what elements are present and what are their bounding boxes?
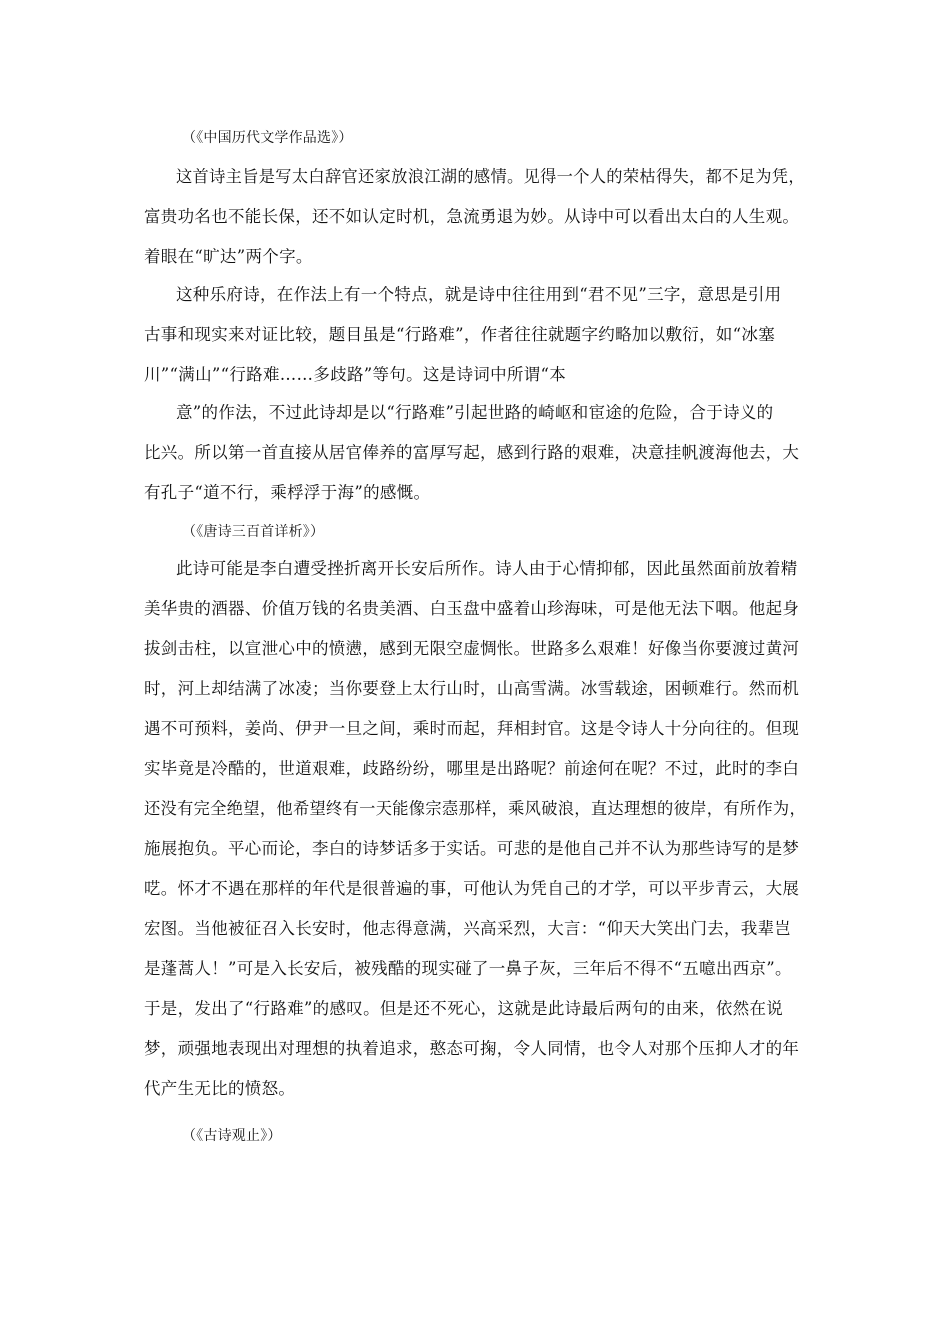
paragraph-line: 古事和现实来对证比较，题目虽是“行路难”，作者往往就题字约略加以敷衍，如“冰塞 [144,325,776,344]
paragraph-line: 宏图。当他被征召入长安时，他志得意满，兴高采烈，大言：“仰天大笑出门去，我辈岂 [144,919,792,938]
paragraph-line: 还没有完全绝望，他希望终有一天能像宗悫那样，乘风破浪，直达理想的彼岸，有所作为， [144,799,806,818]
paragraph-line: 呓。怀才不遇在那样的年代是很普遍的事，可他认为凭自己的才学，可以平步青云，大展 [144,879,800,898]
paragraph-line: 比兴。所以第一首直接从居官俸养的富厚写起，感到行路的艰难，决意挂帆渡海他去，大 [144,443,800,462]
paragraph-line: 有孔子“道不行，乘桴浮于海”的感慨。 [144,483,431,502]
paragraph-line: 于是，发出了“行路难”的感叹。但是还不死心，这就是此诗最后两句的由来，依然在说 [144,999,784,1018]
paragraph-line: 意”的作法，不过此诗却是以“行路难”引起世路的崎岖和宦途的危险，合于诗义的 [176,403,774,422]
paragraph-line: 遇不可预料，姜尚、伊尹一旦之间，乘时而起，拜相封官。这是令诗人十分向往的。但现 [144,719,800,738]
paragraph-line: 川”“满山”“行路难……多歧路”等句。这是诗词中所谓“本 [144,365,567,384]
paragraph-line: 施展抱负。平心而论，李白的诗梦话多于实话。可悲的是他自己并不认为那些诗写的是梦 [144,839,800,858]
paragraph-line: 时，河上却结满了冰凌；当你要登上太行山时，山高雪满。冰雪载途，困顿难行。然而机 [144,679,800,698]
paragraph-line: 着眼在“旷达”两个字。 [144,247,313,266]
paragraph-line: 这种乐府诗，在作法上有一个特点，就是诗中往往用到“君不见”三字，意思是引用 [176,285,782,304]
source-citation: （《中国历代文学作品选》） [182,130,353,146]
paragraph-line: 美华贵的酒器、价值万钱的名贵美酒、白玉盘中盛着山珍海味，可是他无法下咽。他起身 [144,599,800,618]
paragraph-line: 拔剑击柱，以宣泄心中的愤懑，感到无限空虚惆怅。世路多么艰难！好像当你要渡过黄河 [144,639,800,658]
paragraph-line: 梦，顽强地表现出对理想的执着追求，憨态可掬，令人同情，也令人对那个压抑人才的年 [144,1039,800,1058]
source-citation: （《古诗观止》） [182,1128,282,1144]
paragraph-line: 这首诗主旨是写太白辞官还家放浪江湖的感情。见得一个人的荣枯得失，都不足为凭， [176,167,805,186]
source-citation: （《唐诗三百首详析》） [182,524,325,540]
paragraph-line: 此诗可能是李白遭受挫折离开长安后所作。诗人由于心情抑郁，因此虽然面前放着精 [176,559,798,578]
paragraph-line: 是蓬蒿人！”可是入长安后，被残酷的现实碰了一鼻子灰，三年后不得不“五噫出西京”。 [144,959,792,978]
paragraph-line: 代产生无比的愤怒。 [144,1079,296,1098]
paragraph-line: 实毕竟是冷酷的，世道艰难，歧路纷纷，哪里是出路呢？前途何在呢？不过，此时的李白 [144,759,800,778]
paragraph-line: 富贵功名也不能长保，还不如认定时机，急流勇退为妙。从诗中可以看出太白的人生观。 [144,207,800,226]
